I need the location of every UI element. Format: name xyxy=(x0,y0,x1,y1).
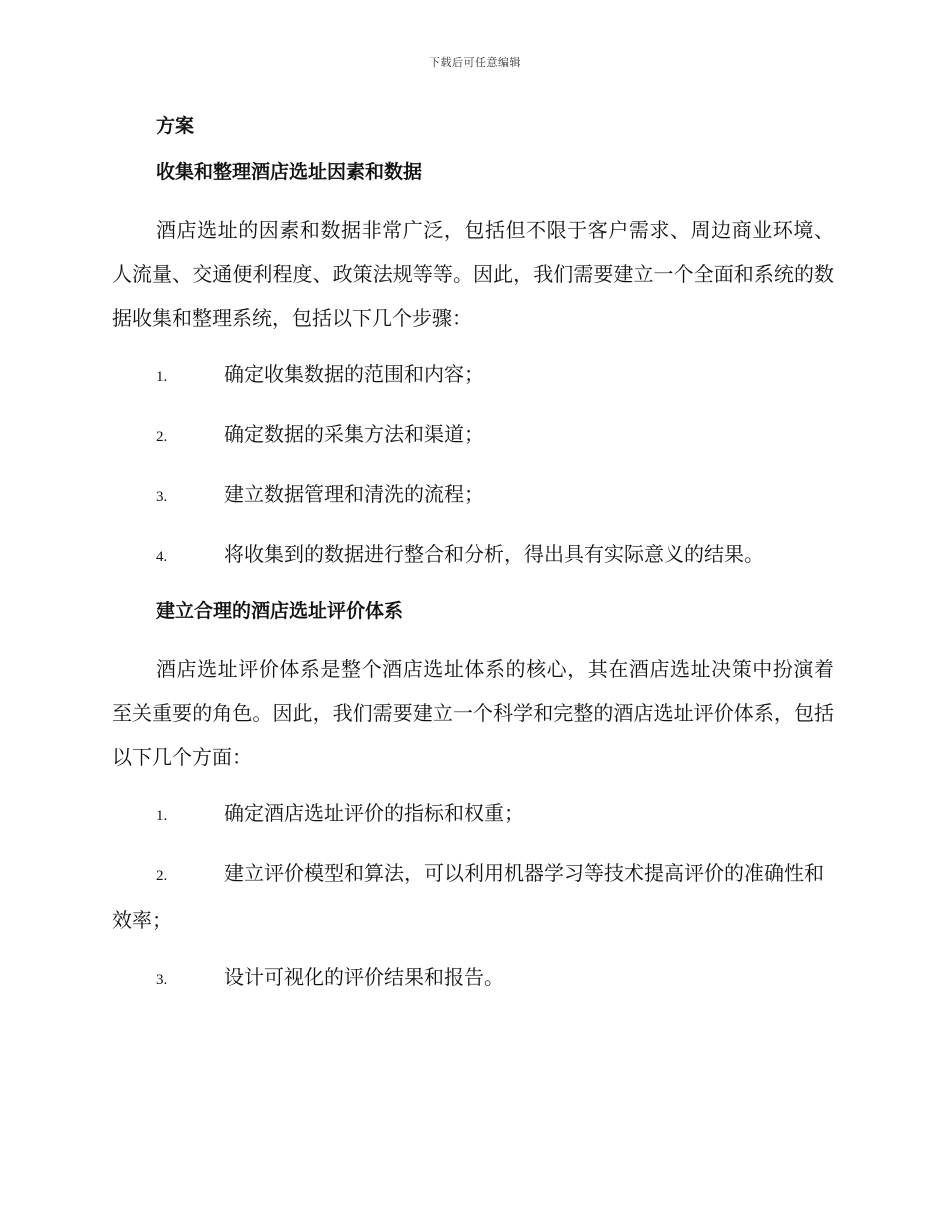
list-item xyxy=(112,851,834,942)
list-item-number: 3. xyxy=(156,489,168,505)
list-item-text: 设计可视化的评价结果和报告。 xyxy=(224,965,504,989)
section-heading-data-collection: 收集和整理酒店选址因素和数据 xyxy=(156,161,423,183)
section-paragraph-data-collection: 酒店选址的因素和数据非常广泛，包括但不限于客户需求、周边商业环境、人流量、交通便利程度、政策法规等等。因此，我们需要建立一个全面和系统的数据收集和整理系统，包括以下几个步骤： xyxy=(112,218,834,330)
step-list-data-collection xyxy=(112,352,834,579)
list-item-number: 4. xyxy=(156,549,168,565)
list-item-number: 2. xyxy=(156,429,168,445)
list-item-number: 1. xyxy=(156,808,168,824)
step-list-evaluation-system xyxy=(112,791,834,1002)
list-item xyxy=(112,532,834,579)
list-item-text: 将收集到的数据进行整合和分析，得出具有实际意义的结果。 xyxy=(224,542,764,566)
document-body xyxy=(112,112,834,1015)
header-note: 下载后可任意编辑 xyxy=(429,56,521,69)
list-item-number: 2. xyxy=(156,868,168,884)
section-heading-evaluation-system: 建立合理的酒店选址评价体系 xyxy=(156,600,404,622)
list-item-number: 1. xyxy=(156,369,168,385)
list-item xyxy=(112,472,834,519)
list-item-number: 3. xyxy=(156,972,168,988)
list-item xyxy=(112,955,834,1002)
list-item xyxy=(112,412,834,459)
section-paragraph-evaluation-system: 酒店选址评价体系是整个酒店选址体系的核心，其在酒店选址决策中扮演着至关重要的角色。因此，我们需要建立一个科学和完整的酒店选址评价体系，包括以下几个方面： xyxy=(112,657,834,769)
list-item xyxy=(112,352,834,399)
list-item-text: 确定酒店选址评价的指标和权重； xyxy=(224,801,524,825)
list-item-text: 确定数据的采集方法和渠道； xyxy=(224,422,484,446)
list-item-text: 确定收集数据的范围和内容； xyxy=(224,362,484,386)
list-item-text: 建立数据管理和清洗的流程； xyxy=(224,482,484,506)
list-item xyxy=(112,791,834,838)
document-title: 方案 xyxy=(156,115,195,137)
list-item-text: 建立评价模型和算法，可以利用机器学习等技术提高评价的准确性和效率； xyxy=(112,861,824,932)
